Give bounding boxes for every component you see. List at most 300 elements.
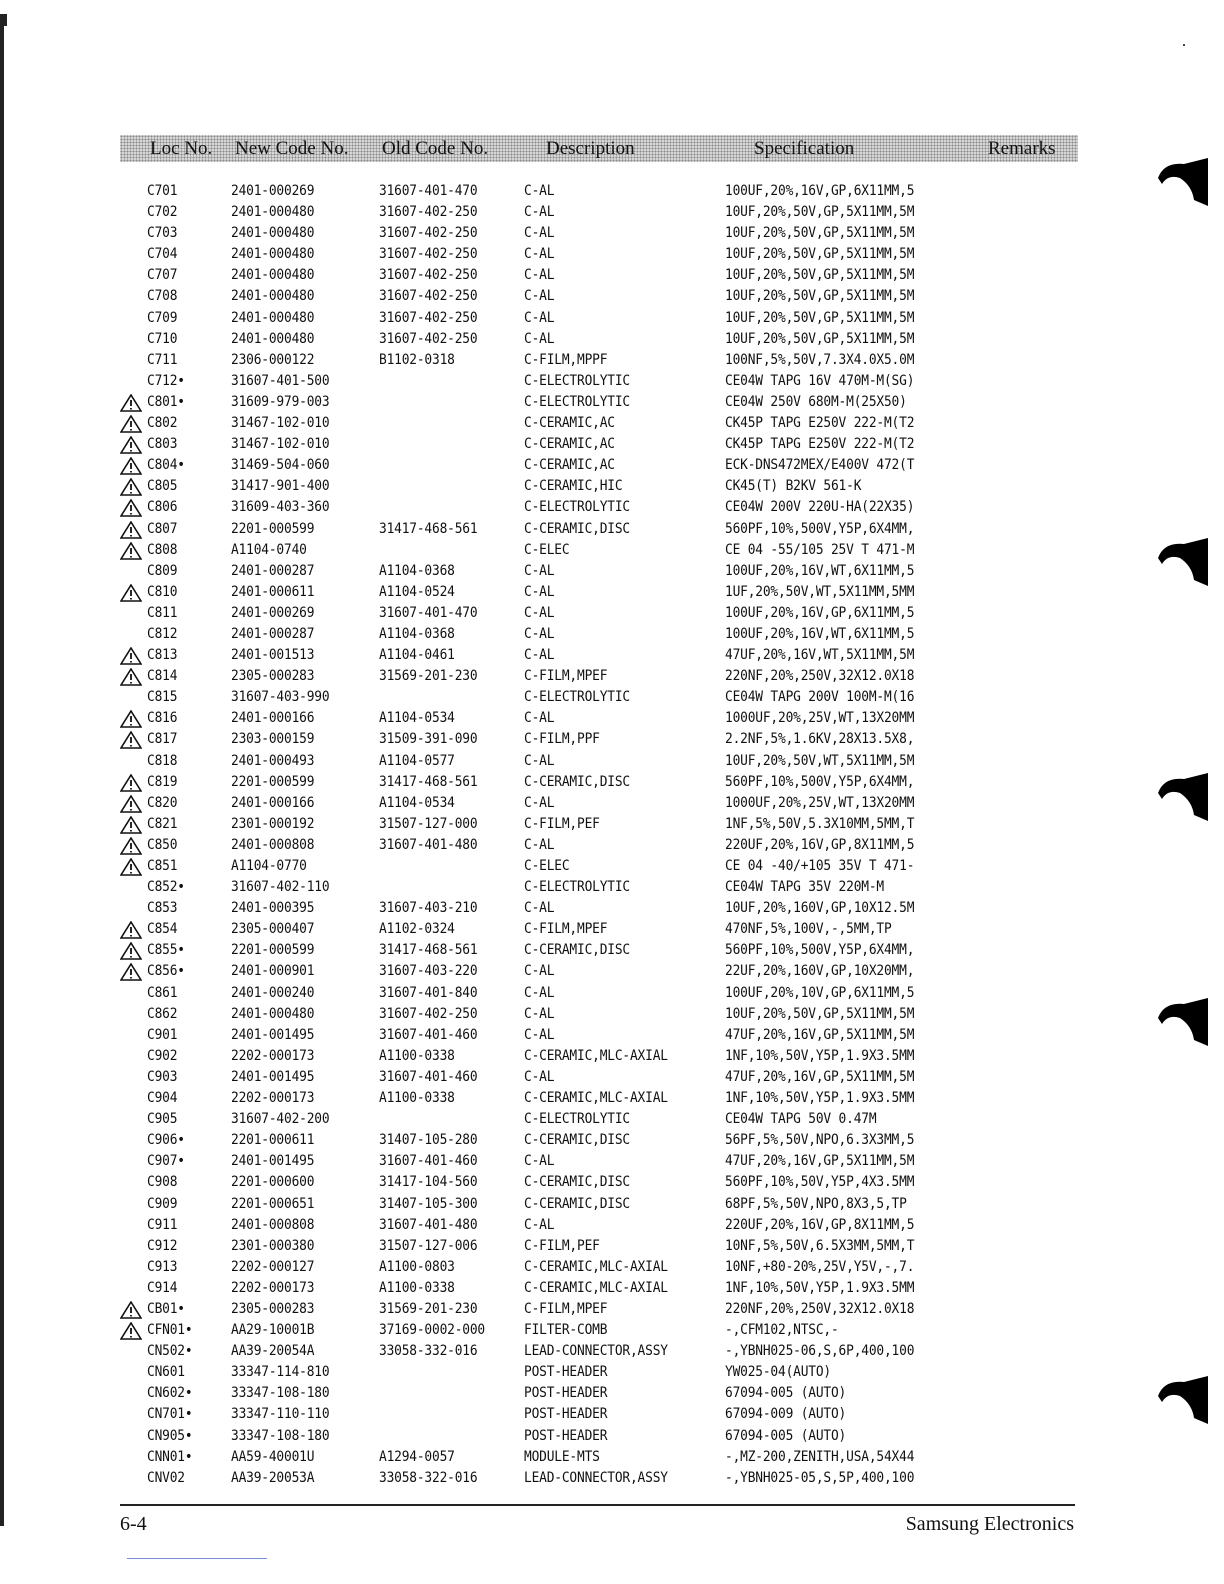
loc-no-cell: C804• (147, 457, 185, 474)
table-row (0, 603, 1224, 624)
new-code-cell: 2401-000480 (231, 309, 315, 326)
description-cell: LEAD-CONNECTOR,ASSY (524, 1343, 668, 1360)
loc-no-cell: C904 (147, 1090, 178, 1107)
new-code-cell: 2201-000599 (231, 773, 315, 790)
binder-tab-icon (1150, 530, 1210, 590)
new-code-cell: AA39-20053A (231, 1469, 315, 1486)
loc-no-cell: C903 (147, 1068, 178, 1085)
description-cell: C-ELEC (524, 541, 570, 558)
loc-no-cell: CN602• (147, 1385, 193, 1402)
specification-cell: 10UF,20%,50V,GP,5X11MM,5M (725, 267, 915, 284)
old-code-cell: 31607-401-460 (379, 1068, 478, 1085)
loc-no-cell: C909 (147, 1195, 178, 1212)
old-code-cell: 31507-127-006 (379, 1237, 478, 1254)
specification-cell: 47UF,20%,16V,GP,5X11MM,5M (725, 1026, 915, 1043)
new-code-cell: 2401-000480 (231, 225, 315, 242)
new-code-cell: 2401-000901 (231, 963, 315, 980)
description-cell: POST-HEADER (524, 1427, 608, 1444)
description-cell: C-AL (524, 330, 555, 347)
new-code-cell: 2305-000407 (231, 921, 315, 938)
loc-no-cell: C702 (147, 204, 178, 221)
description-cell: POST-HEADER (524, 1406, 608, 1423)
old-code-cell: 31607-402-250 (379, 288, 478, 305)
loc-no-cell: C914 (147, 1279, 178, 1296)
description-cell: C-CERAMIC,AC (524, 457, 615, 474)
new-code-cell: 2401-000480 (231, 246, 315, 263)
safety-warning-icon (120, 394, 142, 412)
loc-no-cell: C711 (147, 351, 178, 368)
description-cell: C-AL (524, 1216, 555, 1233)
description-cell: C-CERAMIC,DISC (524, 942, 630, 959)
old-code-cell: A1102-0324 (379, 921, 455, 938)
specification-cell: CE04W 200V 220U-HA(22X35) (725, 499, 915, 516)
description-cell: C-ELECTROLYTIC (524, 372, 630, 389)
description-cell: C-AL (524, 984, 555, 1001)
new-code-cell: 33347-114-810 (231, 1364, 330, 1381)
loc-no-cell: C908 (147, 1174, 178, 1191)
new-code-cell: A1104-0740 (231, 541, 307, 558)
old-code-cell: 31607-402-250 (379, 309, 478, 326)
safety-warning-icon (120, 921, 142, 939)
new-code-cell: 2401-001495 (231, 1068, 315, 1085)
table-row (0, 835, 1224, 856)
safety-warning-icon (120, 858, 142, 876)
table-row (0, 1426, 1224, 1447)
description-cell: POST-HEADER (524, 1364, 608, 1381)
loc-no-cell: C815 (147, 689, 178, 706)
table-row (0, 1362, 1224, 1383)
old-code-cell: 31407-105-300 (379, 1195, 478, 1212)
description-cell: C-ELEC (524, 858, 570, 874)
new-code-cell: AA39-20054A (231, 1343, 315, 1360)
specification-cell: 10UF,20%,50V,GP,5X11MM,5M (725, 288, 915, 305)
specification-cell: 220UF,20%,16V,GP,8X11MM,5 (725, 836, 915, 853)
table-row (0, 540, 1224, 561)
footer-rule (120, 1504, 1075, 1506)
new-code-cell: 2303-000159 (231, 731, 315, 748)
loc-no-cell: C817 (147, 731, 178, 748)
loc-no-cell: C814 (147, 668, 178, 685)
old-code-cell: B1102-0318 (379, 351, 455, 368)
description-cell: C-ELECTROLYTIC (524, 499, 630, 516)
new-code-cell: 33347-108-180 (231, 1427, 330, 1444)
table-row (0, 497, 1224, 518)
description-cell: C-CERAMIC,MLC-AXIAL (524, 1047, 668, 1064)
loc-no-cell: C708 (147, 288, 178, 305)
old-code-cell: A1104-0368 (379, 562, 455, 579)
loc-no-cell: CN601 (147, 1364, 185, 1381)
safety-warning-icon (120, 415, 142, 433)
specification-cell: CK45P TAPG E250V 222-M(T2 (725, 436, 915, 453)
old-code-cell: 31607-401-840 (379, 984, 478, 1001)
specification-cell: 100UF,20%,16V,GP,6X11MM,5 (725, 183, 915, 199)
safety-warning-icon (120, 816, 142, 834)
specification-cell: YW025-04(AUTO) (725, 1364, 831, 1381)
table-row (0, 202, 1224, 223)
specification-cell: -,YBNH025-05,S,5P,400,100 (725, 1469, 915, 1486)
specification-cell: ECK-DNS472MEX/E400V 472(T (725, 457, 915, 474)
specification-cell: 47UF,20%,16V,GP,5X11MM,5M (725, 1153, 915, 1170)
specification-cell: 10NF,+80-20%,25V,Y5V,-,7. (725, 1258, 915, 1275)
new-code-cell: 2401-000480 (231, 330, 315, 347)
new-code-cell: 2201-000611 (231, 1132, 315, 1149)
specification-cell: 10UF,20%,50V,GP,5X11MM,5M (725, 246, 915, 263)
loc-no-cell: C856• (147, 963, 185, 980)
new-code-cell: 2202-000173 (231, 1090, 315, 1107)
parts-table-body (0, 181, 1224, 1489)
new-code-cell: 31609-403-360 (231, 499, 330, 516)
specification-cell: -,YBNH025-06,S,6P,400,100 (725, 1343, 915, 1360)
table-row (0, 1383, 1224, 1404)
description-cell: C-CERAMIC,DISC (524, 1132, 630, 1149)
safety-warning-icon (120, 1301, 142, 1319)
specification-cell: 1000UF,20%,25V,WT,13X20MM (725, 794, 915, 811)
table-row (0, 961, 1224, 982)
loc-no-cell: CN701• (147, 1406, 193, 1423)
description-cell: C-AL (524, 836, 555, 853)
new-code-cell: 31609-979-003 (231, 393, 330, 410)
table-row (0, 371, 1224, 392)
old-code-cell: 31607-401-460 (379, 1026, 478, 1043)
old-code-cell: A1104-0534 (379, 710, 455, 727)
table-row (0, 244, 1224, 265)
specification-cell: 10UF,20%,50V,GP,5X11MM,5M (725, 225, 915, 242)
table-row (0, 455, 1224, 476)
new-code-cell: 2401-000493 (231, 752, 315, 769)
old-code-cell: 31607-402-250 (379, 267, 478, 284)
new-code-cell: 2401-000269 (231, 604, 315, 621)
table-row (0, 1215, 1224, 1236)
description-cell: C-FILM,PEF (524, 815, 600, 832)
table-row (0, 350, 1224, 371)
loc-no-cell: C805 (147, 478, 178, 495)
new-code-cell: 31467-102-010 (231, 436, 330, 453)
description-cell: C-ELECTROLYTIC (524, 689, 630, 706)
table-row (0, 772, 1224, 793)
loc-no-cell: C912 (147, 1237, 178, 1254)
header-new-code-no: New Code No. (235, 138, 349, 159)
description-cell: C-AL (524, 204, 555, 221)
table-row (0, 814, 1224, 835)
binder-tab-icon (1150, 1368, 1210, 1428)
description-cell: C-AL (524, 225, 555, 242)
old-code-cell: 33058-332-016 (379, 1343, 478, 1360)
new-code-cell: 2401-000480 (231, 288, 315, 305)
description-cell: C-FILM,MPEF (524, 921, 608, 938)
loc-no-cell: C707 (147, 267, 178, 284)
old-code-cell: 31569-201-230 (379, 668, 478, 685)
description-cell: C-AL (524, 752, 555, 769)
description-cell: C-CERAMIC,MLC-AXIAL (524, 1090, 668, 1107)
table-row (0, 519, 1224, 540)
table-row (0, 1172, 1224, 1193)
new-code-cell: 2201-000600 (231, 1174, 315, 1191)
new-code-cell: 31417-901-400 (231, 478, 330, 495)
table-row (0, 1236, 1224, 1257)
old-code-cell: A1100-0338 (379, 1047, 455, 1064)
new-code-cell: 2201-000599 (231, 942, 315, 959)
old-code-cell: 31417-468-561 (379, 520, 478, 537)
table-row (0, 392, 1224, 413)
new-code-cell: 2401-000480 (231, 267, 315, 284)
description-cell: C-CERAMIC,MLC-AXIAL (524, 1279, 668, 1296)
loc-no-cell: C816 (147, 710, 178, 727)
table-row (0, 919, 1224, 940)
header-description: Description (546, 138, 635, 159)
specification-cell: 1000UF,20%,25V,WT,13X20MM (725, 710, 915, 727)
scan-underline-artifact (127, 1558, 267, 1559)
new-code-cell: 2401-000287 (231, 625, 315, 642)
specification-cell: 560PF,10%,500V,Y5P,6X4MM, (725, 773, 915, 790)
loc-no-cell: C806 (147, 499, 178, 516)
new-code-cell: 31607-402-110 (231, 879, 330, 896)
table-row (0, 856, 1224, 877)
brand-name: Samsung Electronics (905, 1513, 1074, 1535)
loc-no-cell: C818 (147, 752, 178, 769)
new-code-cell: 31607-401-500 (231, 372, 330, 389)
specification-cell: -,MZ-200,ZENITH,USA,54X44 (725, 1448, 915, 1465)
safety-warning-icon (120, 647, 142, 665)
loc-no-cell: C855• (147, 942, 185, 959)
loc-no-cell: C852• (147, 879, 185, 896)
loc-no-cell: C820 (147, 794, 178, 811)
new-code-cell: 2201-000651 (231, 1195, 315, 1212)
new-code-cell: 2401-000166 (231, 710, 315, 727)
safety-warning-icon (120, 731, 142, 749)
specification-cell: 1NF,10%,50V,Y5P,1.9X3.5MM (725, 1047, 915, 1064)
new-code-cell: 2401-000240 (231, 984, 315, 1001)
specification-cell: 10UF,20%,160V,GP,10X12.5M (725, 900, 915, 917)
specification-cell: -,CFM102,NTSC,- (725, 1322, 839, 1339)
loc-no-cell: C809 (147, 562, 178, 579)
old-code-cell: 31607-402-250 (379, 225, 478, 242)
loc-no-cell: C701 (147, 183, 178, 199)
specification-cell: 1UF,20%,50V,WT,5X11MM,5MM (725, 583, 915, 600)
table-row (0, 983, 1224, 1004)
new-code-cell: 2401-000808 (231, 836, 315, 853)
specification-cell: 68PF,5%,50V,NPO,8X3,5,TP (725, 1195, 907, 1212)
loc-no-cell: CN905• (147, 1427, 193, 1444)
table-row (0, 1194, 1224, 1215)
specification-cell: 100UF,20%,16V,WT,6X11MM,5 (725, 625, 915, 642)
specification-cell: 560PF,10%,50V,Y5P,4X3.5MM (725, 1174, 915, 1191)
table-header (120, 135, 1078, 162)
description-cell: C-AL (524, 562, 555, 579)
old-code-cell: A1104-0368 (379, 625, 455, 642)
loc-no-cell: C905 (147, 1111, 178, 1128)
scan-speck (1183, 44, 1185, 46)
description-cell: C-CERAMIC,AC (524, 415, 615, 432)
old-code-cell: A1100-0338 (379, 1279, 455, 1296)
old-code-cell: 31607-403-210 (379, 900, 478, 917)
loc-no-cell: C821 (147, 815, 178, 832)
description-cell: C-CERAMIC,DISC (524, 520, 630, 537)
description-cell: C-AL (524, 309, 555, 326)
new-code-cell: 2301-000380 (231, 1237, 315, 1254)
description-cell: C-AL (524, 1153, 555, 1170)
specification-cell: CE 04 -55/105 25V T 471-M (725, 541, 915, 558)
specification-cell: 1NF,10%,50V,Y5P,1.9X3.5MM (725, 1090, 915, 1107)
old-code-cell: 31417-468-561 (379, 942, 478, 959)
specification-cell: 67094-005 (AUTO) (725, 1427, 847, 1444)
safety-warning-icon (120, 436, 142, 454)
safety-warning-icon (120, 942, 142, 960)
old-code-cell: 37169-0002-000 (379, 1322, 485, 1339)
loc-no-cell: C704 (147, 246, 178, 263)
loc-no-cell: C810 (147, 583, 178, 600)
description-cell: C-CERAMIC,DISC (524, 773, 630, 790)
specification-cell: 100UF,20%,16V,WT,6X11MM,5 (725, 562, 915, 579)
specification-cell: 10UF,20%,50V,GP,5X11MM,5M (725, 309, 915, 326)
loc-no-cell: C802 (147, 415, 178, 432)
table-row (0, 751, 1224, 772)
description-cell: C-AL (524, 963, 555, 980)
safety-warning-icon (120, 963, 142, 981)
description-cell: C-AL (524, 625, 555, 642)
new-code-cell: 2401-000611 (231, 583, 315, 600)
table-row (0, 898, 1224, 919)
description-cell: C-ELECTROLYTIC (524, 1111, 630, 1128)
description-cell: C-AL (524, 604, 555, 621)
old-code-cell: A1104-0577 (379, 752, 455, 769)
new-code-cell: 2401-000480 (231, 204, 315, 221)
specification-cell: 220NF,20%,250V,32X12.0X18 (725, 1300, 915, 1317)
description-cell: C-CERAMIC,DISC (524, 1174, 630, 1191)
old-code-cell: 31607-402-250 (379, 246, 478, 263)
table-row (0, 1341, 1224, 1362)
specification-cell: 470NF,5%,100V,-,5MM,TP (725, 921, 892, 938)
old-code-cell: 31607-401-460 (379, 1153, 478, 1170)
description-cell: MODULE-MTS (524, 1448, 600, 1465)
table-row (0, 1299, 1224, 1320)
description-cell: C-CERAMIC,MLC-AXIAL (524, 1258, 668, 1275)
safety-warning-icon (120, 521, 142, 539)
loc-no-cell: C807 (147, 520, 178, 537)
specification-cell: CE04W TAPG 200V 100M-M(16 (725, 689, 915, 706)
table-row (0, 708, 1224, 729)
table-row (0, 1130, 1224, 1151)
description-cell: C-FILM,PEF (524, 1237, 600, 1254)
old-code-cell: 31569-201-230 (379, 1300, 478, 1317)
table-row (0, 308, 1224, 329)
new-code-cell: 2202-000173 (231, 1279, 315, 1296)
new-code-cell: 2202-000127 (231, 1258, 315, 1275)
loc-no-cell: C812 (147, 625, 178, 642)
new-code-cell: 2401-000269 (231, 183, 315, 199)
table-row (0, 1320, 1224, 1341)
header-specification: Specification (754, 138, 855, 159)
safety-warning-icon (120, 710, 142, 728)
table-row (0, 1151, 1224, 1172)
table-row (0, 1447, 1224, 1468)
specification-cell: CE 04 -40/+105 35V T 471- (725, 858, 915, 874)
loc-no-cell: C911 (147, 1216, 178, 1233)
loc-no-cell: C902 (147, 1047, 178, 1064)
loc-no-cell: C703 (147, 225, 178, 242)
table-row (0, 329, 1224, 350)
specification-cell: 220NF,20%,250V,32X12.0X18 (725, 668, 915, 685)
old-code-cell: 31607-402-250 (379, 204, 478, 221)
table-row (0, 434, 1224, 455)
new-code-cell: 31607-403-990 (231, 689, 330, 706)
old-code-cell: 31407-105-280 (379, 1132, 478, 1149)
description-cell: C-AL (524, 583, 555, 600)
loc-no-cell: C901 (147, 1026, 178, 1043)
old-code-cell: 31607-401-480 (379, 836, 478, 853)
loc-no-cell: CNN01• (147, 1448, 193, 1465)
description-cell: FILTER-COMB (524, 1322, 608, 1339)
specification-cell: 47UF,20%,16V,GP,5X11MM,5M (725, 1068, 915, 1085)
description-cell: C-CERAMIC,AC (524, 436, 615, 453)
loc-no-cell: C850 (147, 836, 178, 853)
safety-warning-icon (120, 478, 142, 496)
header-remarks: Remarks (988, 138, 1056, 159)
description-cell: C-AL (524, 794, 555, 811)
table-row (0, 286, 1224, 307)
old-code-cell: A1104-0461 (379, 647, 455, 664)
old-code-cell: 31507-127-000 (379, 815, 478, 832)
scan-corner-mark (0, 14, 7, 26)
table-row (0, 1257, 1224, 1278)
table-row (0, 476, 1224, 497)
old-code-cell: A1104-0534 (379, 794, 455, 811)
old-code-cell: 31417-104-560 (379, 1174, 478, 1191)
table-row (0, 1025, 1224, 1046)
specification-cell: CK45(T) B2KV 561-K (725, 478, 862, 495)
header-loc-no: Loc No. (150, 138, 213, 159)
specification-cell: 1NF,5%,50V,5.3X10MM,5MM,T (725, 815, 915, 832)
binder-tab-icon (1150, 765, 1210, 825)
table-row (0, 729, 1224, 750)
description-cell: C-AL (524, 900, 555, 917)
table-row (0, 561, 1224, 582)
safety-warning-icon (120, 542, 142, 560)
old-code-cell: 31509-391-090 (379, 731, 478, 748)
new-code-cell: 2401-000395 (231, 900, 315, 917)
specification-cell: 47UF,20%,16V,WT,5X11MM,5M (725, 647, 915, 664)
loc-no-cell: C709 (147, 309, 178, 326)
table-row (0, 666, 1224, 687)
description-cell: C-CERAMIC,DISC (524, 1195, 630, 1212)
table-row (0, 645, 1224, 666)
specification-cell: 560PF,10%,500V,Y5P,6X4MM, (725, 942, 915, 959)
safety-warning-icon (120, 795, 142, 813)
table-row (0, 413, 1224, 434)
old-code-cell: 31417-468-561 (379, 773, 478, 790)
specification-cell: 220UF,20%,16V,GP,8X11MM,5 (725, 1216, 915, 1233)
binder-tab-icon (1150, 990, 1210, 1050)
description-cell: C-AL (524, 1026, 555, 1043)
specification-cell: 100NF,5%,50V,7.3X4.0X5.0M (725, 351, 915, 368)
new-code-cell: 2301-000192 (231, 815, 315, 832)
table-row (0, 1468, 1224, 1489)
table-row (0, 877, 1224, 898)
loc-no-cell: C906• (147, 1132, 185, 1149)
safety-warning-icon (120, 668, 142, 686)
specification-cell: 67094-005 (AUTO) (725, 1385, 847, 1402)
old-code-cell: 31607-403-220 (379, 963, 478, 980)
new-code-cell: 2401-001495 (231, 1153, 315, 1170)
specification-cell: 1NF,10%,50V,Y5P,1.9X3.5MM (725, 1279, 915, 1296)
new-code-cell: 2401-000808 (231, 1216, 315, 1233)
loc-no-cell: C808 (147, 541, 178, 558)
description-cell: C-FILM,MPPF (524, 351, 608, 368)
safety-warning-icon (120, 584, 142, 602)
new-code-cell: 2201-000599 (231, 520, 315, 537)
table-row (0, 265, 1224, 286)
loc-no-cell: C819 (147, 773, 178, 790)
new-code-cell: 33347-108-180 (231, 1385, 330, 1402)
